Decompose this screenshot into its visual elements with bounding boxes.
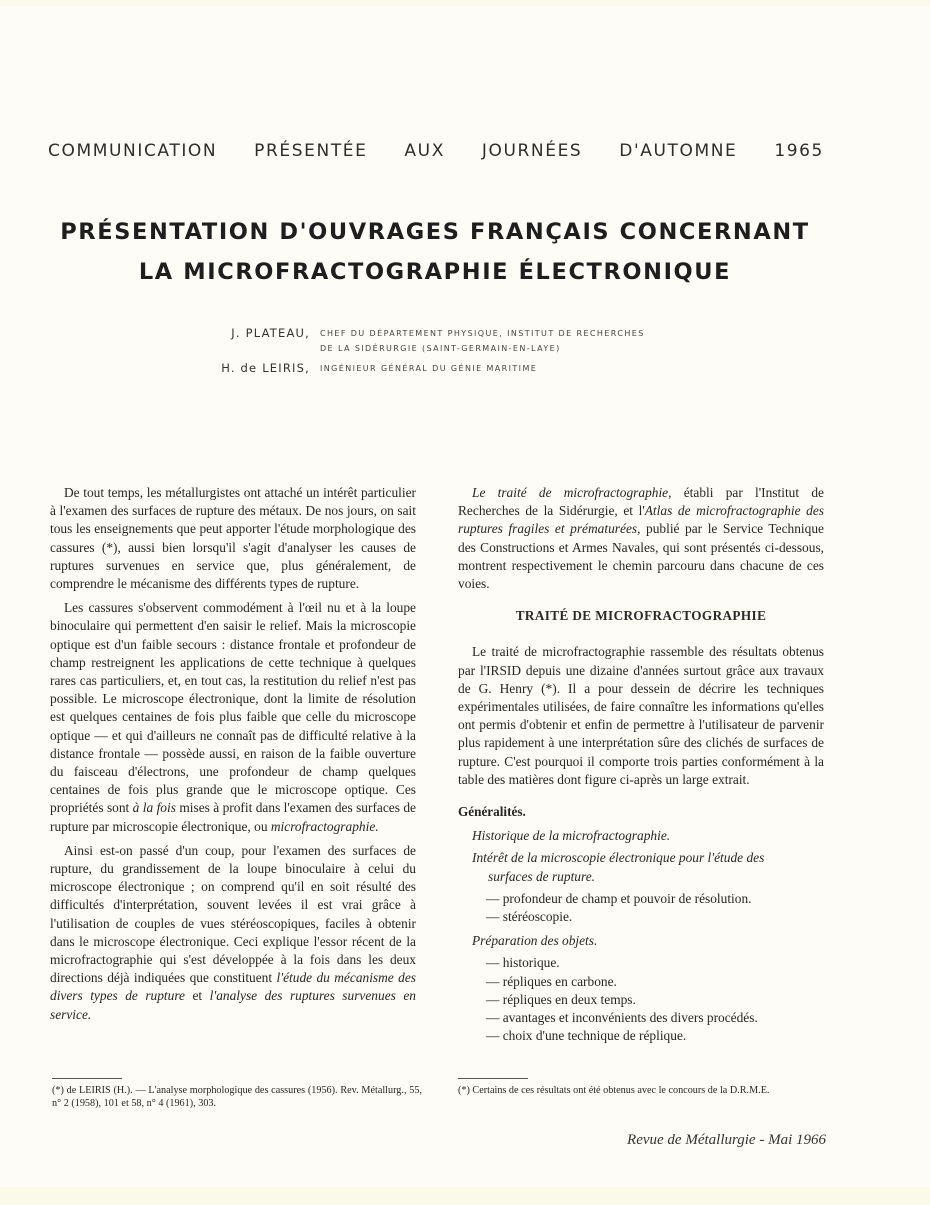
outline-subitem: — stéréoscopie. (486, 909, 573, 925)
text-run: mises à profit dans l'examen des surfaces de rupture par microscopie électronique, ou (50, 800, 416, 834)
text-run: établi par l'Institut de Recherches de la Sidérurgie, et l' (458, 485, 824, 519)
text-run: et (192, 988, 203, 1004)
kicker-word: 1965 (774, 141, 824, 161)
kicker-word: COMMUNICATION (48, 141, 218, 161)
author-entry (150, 361, 710, 376)
affiliation-line: CHEF DU DÉPARTEMENT PHYSIQUE, INSTITUT DE RECHERCHES (320, 329, 645, 338)
right-column (458, 484, 824, 1045)
outline-subitem: — choix d'une technique de réplique. (486, 1028, 687, 1044)
author-name: H. de LEIRIS, (221, 361, 310, 375)
text-run: Ainsi est-on passé d'un coup, pour l'examen des surfaces de rupture, du grandissement de la loupe binoculaire à celui du microscope électronique ; on comprend qu'il en soit résulté des difficultés d'interprétation, souvent levées il est vrai grâce à l'utilisation de couples de vues stéréoscopiques, faciles à obtenir dans le microscope électronique. Ceci explique l'essor récent de la microfractographie qui s'est développée à la fois dans les deux directions déjà indiquées que constituent (50, 842, 416, 986)
footnote-left (52, 1078, 422, 1110)
kicker-word: D'AUTOMNE (619, 141, 738, 161)
outline-item-continuation: surfaces de rupture. (488, 868, 595, 884)
outline-item: Historique de la microfractographie. (472, 828, 671, 844)
title-line-1: PRÉSENTATION D'OUVRAGES FRANÇAIS CONCERNANT (60, 219, 810, 245)
affiliation-line: INGÉNIEUR GÉNÉRAL DU GÉNIE MARITIME (320, 364, 538, 373)
paragraph (50, 599, 416, 836)
paper-title (40, 212, 830, 292)
outline-subitem: — avantages et inconvénients des divers procédés. (486, 1010, 758, 1026)
conference-kicker (48, 141, 824, 161)
footnote-rule (52, 1078, 122, 1079)
italic-run: l'étude du mécanisme des divers types de rupture (50, 970, 416, 1004)
text-run: publié par le Service Technique des Constructions et Armes Navales, qui sont présentés ci-dessous, montrent respectivement le chemin parcouru dans chacune de ces voies. (458, 521, 824, 592)
title-line-2: LA MICROFRACTOGRAPHIE ÉLECTRONIQUE (138, 259, 732, 285)
footnote-text: (*) Certains de ces résultats ont été obtenus avec le concours de la D.R.M.E. (458, 1085, 770, 1096)
italic-run: Le traité de microfractographie, (472, 485, 672, 500)
italic-run: microfractographie. (270, 818, 379, 834)
italic-run: Atlas de microfractographie des ruptures fragiles et prématurées, (458, 503, 824, 537)
italic-run: à la fois (132, 800, 176, 816)
author-block (150, 326, 710, 381)
outline-subitem: — profondeur de champ et pouvoir de résolution. (486, 890, 752, 906)
kicker-word: PRÉSENTÉE (254, 141, 368, 161)
subsection-heading: Généralités. (458, 804, 526, 820)
paragraph (458, 484, 824, 593)
paragraph: Le traité de microfractographie rassemble des résultats obtenus par l'IRSID depuis une dizaine d'années surtout grâce aux travaux de G. Henry (*). Il a pour dessein de décrire les techniques expérimentales utilisées, de faire connaître les informations qu'elles ont permis d'obtenir et enfin de permettre à l'utilisateur de parvenir plus rapidement à une interprétation sûre des clichés de surfaces de rupture. C'est pourquoi il comporte trois parties conformément à la table des matières dont figure ci-après un large extrait. (458, 644, 824, 787)
outline-item: Intérêt de la microscopie électronique pour l'étude des (472, 850, 765, 866)
text-run: Les cassures s'observent commodément à l'œil nu et à la loupe binoculaire qui permettent d'en saisir le relief. Mais la microscopie optique est d'un faible secours : distance frontale et profondeur de champ restreignent les applications de cette technique à quelques rares cas particuliers, et, en tout cas, la restitution du relief n'est pas possible. Le microscope électronique, dont la limite de résolution est quelques centaines de fois plus faible que celle du microscope optique — et qui d'ailleurs ne connaît pas de difficulté relative à la distance frontale — possède aussi, en raison de la faible ouverture du faisceau d'électrons, une profondeur de champ quelques centaines de fois plus grande que le microscope optique. Ces propriétés sont (50, 600, 416, 816)
outline-subitem: — répliques en carbone. (486, 973, 617, 989)
outline-item: Préparation des objets. (472, 933, 598, 949)
footnote-rule (458, 1078, 528, 1079)
section-heading: TRAITÉ DE MICROFRACTOGRAPHIE (515, 608, 767, 624)
author-affiliation (320, 361, 537, 376)
footnote-right (458, 1078, 828, 1097)
author-name: J. PLATEAU, (231, 326, 310, 340)
affiliation-line: DE LA SIDÉRURGIE (SAINT-GERMAIN-EN-LAYE) (320, 344, 561, 353)
paragraph (50, 842, 416, 1024)
journal-footer: Revue de Métallurgie - Mai 1966 (627, 1132, 826, 1148)
author-entry (150, 326, 710, 356)
footnote-text: (*) de LEIRIS (H.). — L'analyse morphologique des cassures (1956). Rev. Métallurg., 55, n° 2 (1958), 101 et 58, n° 4 (1961), 303. (52, 1085, 422, 1109)
kicker-word: JOURNÉES (481, 141, 583, 161)
author-affiliation (320, 326, 645, 356)
paragraph: De tout temps, les métallurgistes ont attaché un intérêt particulier à l'examen des surfaces de rupture des métaux. De nos jours, on sait tous les enseignements que peut apporter l'étude morphologique des cassures (*), aussi bien lorsqu'il s'agit d'analyser les causes de ruptures survenues en service que, plus généralement, de comprendre le mécanisme des différents types de rupture. (50, 485, 416, 592)
outline-subitem: — historique. (486, 955, 560, 971)
kicker-word: AUX (404, 141, 445, 161)
table-of-contents-excerpt (458, 827, 824, 1045)
outline-subitem: — répliques en deux temps. (486, 991, 636, 1007)
left-column (50, 484, 416, 1030)
italic-run: l'analyse des ruptures survenues en service. (50, 988, 416, 1022)
